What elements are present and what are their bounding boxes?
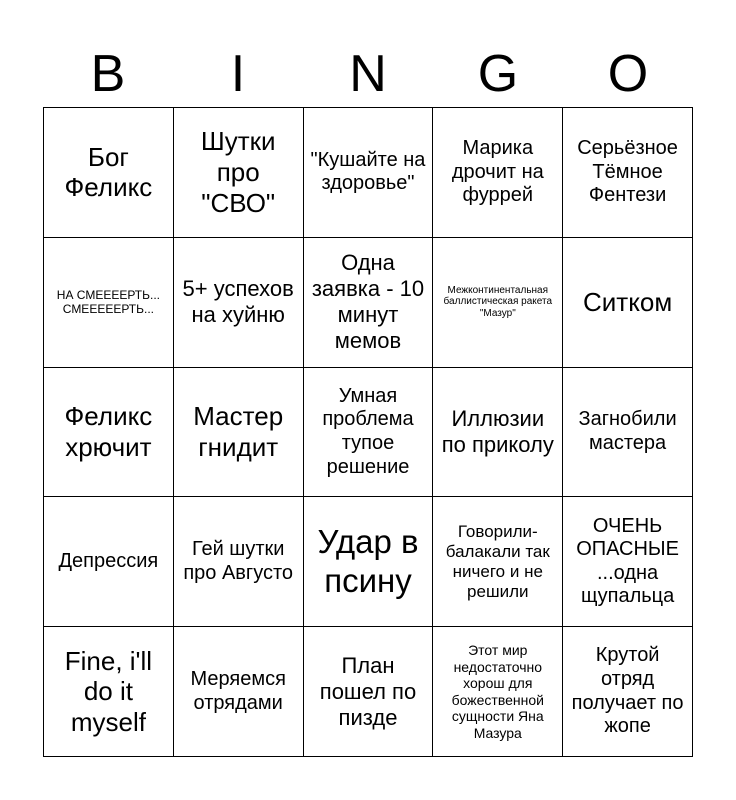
bingo-cell[interactable]: 5+ успехов на хуйню: [174, 238, 304, 368]
bingo-cell[interactable]: "Кушайте на здоровье": [304, 108, 434, 238]
bingo-cell[interactable]: Серьёзное Тёмное Фентези: [563, 108, 693, 238]
bingo-cell[interactable]: Одна заявка - 10 минут мемов: [304, 238, 434, 368]
bingo-cell[interactable]: Шутки про "СВО": [174, 108, 304, 238]
bingo-cell[interactable]: НА СМЕЕЕЕРТЬ... СМЕЕЕЕЕРТЬ...: [44, 238, 174, 368]
bingo-cell[interactable]: Феликс хрючит: [44, 368, 174, 498]
bingo-cell[interactable]: Иллюзии по приколу: [433, 368, 563, 498]
bingo-cell[interactable]: Депрессия: [44, 497, 174, 627]
header-letter-n: N: [349, 45, 387, 103]
bingo-cell[interactable]: Межконтинентальная баллистическая ракета "Мазур": [433, 238, 563, 368]
header-letter-o: O: [607, 45, 649, 103]
bingo-cell[interactable]: Меряемся отрядами: [174, 627, 304, 757]
bingo-cell[interactable]: Крутой отряд получает по жопе: [563, 627, 693, 757]
bingo-header: [43, 40, 693, 108]
bingo-cell[interactable]: Мастер гнидит: [174, 368, 304, 498]
bingo-cell[interactable]: Говорили-балакали так ничего и не решили: [433, 497, 563, 627]
bingo-cell[interactable]: Загнобили мастера: [563, 368, 693, 498]
bingo-cell[interactable]: Гей шутки про Августо: [174, 497, 304, 627]
bingo-cell[interactable]: Умная проблема тупое решение: [304, 368, 434, 498]
bingo-cell[interactable]: Марика дрочит на фуррей: [433, 108, 563, 238]
bingo-cell[interactable]: ОЧЕНЬ ОПАСНЫЕ ...одна щупальца: [563, 497, 693, 627]
bingo-cell[interactable]: Fine, i'll do it myself: [44, 627, 174, 757]
bingo-cell[interactable]: Удар в псину: [304, 497, 434, 627]
header-letter-b: B: [90, 45, 126, 103]
bingo-cell[interactable]: План пошел по пизде: [304, 627, 434, 757]
header-letter-i: I: [230, 45, 246, 103]
bingo-cell[interactable]: Бог Феликс: [44, 108, 174, 238]
bingo-grid: [43, 107, 693, 757]
bingo-cell[interactable]: Этот мир недостаточно хорош для божественной сущности Яна Мазура: [433, 627, 563, 757]
bingo-cell[interactable]: Ситком: [563, 238, 693, 368]
header-letter-g: G: [477, 45, 519, 103]
